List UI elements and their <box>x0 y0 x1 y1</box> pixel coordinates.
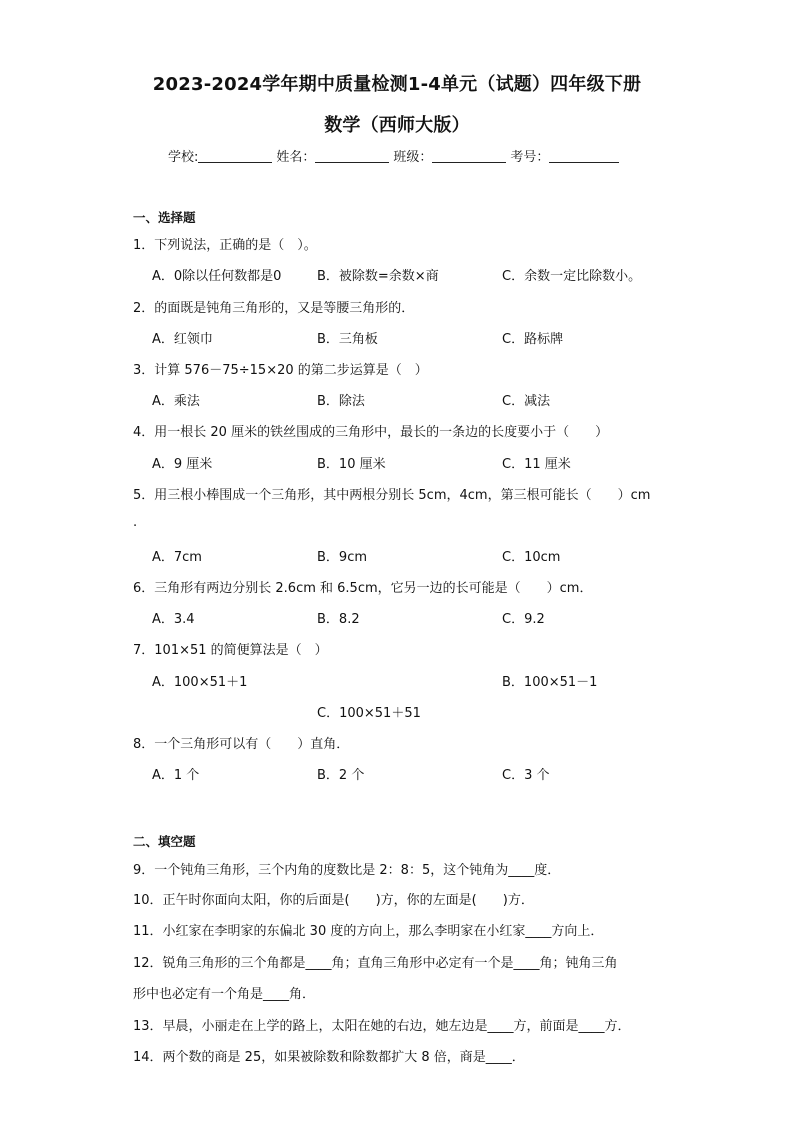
question-stem: 8．一个三角形可以有（ ）直角． <box>133 737 350 752</box>
section-choice-heading: 一、选择题 <box>133 210 196 225</box>
option-c[interactable]: C．11 厘米 <box>502 457 571 472</box>
class-blank[interactable] <box>432 148 506 163</box>
option-b[interactable]: B．8.2 <box>317 612 360 627</box>
option-c[interactable]: C．10cm <box>502 550 561 565</box>
option-a[interactable]: A．红领巾 <box>152 332 213 347</box>
fill-question: 13．早晨，小丽走在上学的路上，太阳在她的右边，她左边是____方，前面是____方． <box>133 1019 631 1034</box>
name-blank[interactable] <box>315 148 389 163</box>
option-c[interactable]: C．减法 <box>502 394 551 409</box>
question-stem-continued: . <box>133 515 138 530</box>
option-b[interactable]: B．9cm <box>317 550 368 565</box>
question-stem: 4．用一根长 20 厘米的铁丝围成的三角形中，最长的一条边的长度要小于（ ） <box>133 425 609 440</box>
question-stem: 1．下列说法，正确的是（ ）。 <box>133 238 317 253</box>
option-c[interactable]: C．9.2 <box>502 612 545 627</box>
option-b[interactable]: B．被除数=余数×商 <box>317 269 439 284</box>
option-a[interactable]: A．乘法 <box>152 394 200 409</box>
question-stem: 5．用三根小棒围成一个三角形，其中两根分别长 5cm，4cm，第三根可能长（ ）cm <box>133 488 651 503</box>
option-b[interactable]: B．10 厘米 <box>317 457 386 472</box>
student-info-line <box>168 146 623 165</box>
title-line-2: 数学（西师大版） <box>324 115 470 136</box>
option-b[interactable]: B．2 个 <box>317 768 365 783</box>
option-a[interactable]: A．100×51＋1 <box>152 675 248 690</box>
option-a[interactable]: A．9 厘米 <box>152 457 213 472</box>
exam-no-blank[interactable] <box>549 148 619 163</box>
name-label: 姓名： <box>276 150 316 165</box>
option-c[interactable]: C．路标牌 <box>502 332 564 347</box>
fill-question: 11．小红家在李明家的东偏北 30 度的方向上，那么李明家在小红家____方向上． <box>133 924 604 939</box>
option-b[interactable]: B．除法 <box>317 394 365 409</box>
question-stem: 7．101×51 的简便算法是（ ） <box>133 643 328 658</box>
option-a[interactable]: A．7cm <box>152 550 202 565</box>
school-label: 学校: <box>168 150 199 165</box>
school-blank[interactable] <box>198 148 272 163</box>
option-a[interactable]: A．0除以任何数都是0 <box>152 269 282 284</box>
question-stem: 2．的面既是钝角三角形的，又是等腰三角形的． <box>133 301 415 316</box>
title-line-1: 2023-2024学年期中质量检测1-4单元（试题）四年级下册 <box>152 74 642 95</box>
fill-question: 12．锐角三角形的三个角都是____角；直角三角形中必定有一个是____角；钝角三角 <box>133 956 618 971</box>
exam-no-label: 考号： <box>510 150 550 165</box>
option-a[interactable]: A．3.4 <box>152 612 195 627</box>
option-c[interactable]: C．3 个 <box>502 768 550 783</box>
fill-question: 14．两个数的商是 25，如果被除数和除数都扩大 8 倍，商是____． <box>133 1050 525 1065</box>
class-label: 班级： <box>393 150 433 165</box>
question-stem: 6．三角形有两边分别长 2.6cm 和 6.5cm，它另一边的长可能是（ ）cm． <box>133 581 593 596</box>
fill-question-continued: 形中也必定有一个角是____角． <box>133 987 316 1002</box>
option-b[interactable]: B．三角板 <box>317 332 378 347</box>
option-c[interactable]: C．100×51＋51 <box>317 706 421 721</box>
question-stem: 3．计算 576－75÷15×20 的第二步运算是（ ） <box>133 363 428 378</box>
fill-question: 10．正午时你面向太阳，你的后面是( )方，你的左面是( )方． <box>133 893 534 908</box>
section-fill-heading: 二、填空题 <box>133 834 196 849</box>
option-a[interactable]: A．1 个 <box>152 768 200 783</box>
option-b[interactable]: B．100×51－1 <box>502 675 598 690</box>
option-c[interactable]: C．余数一定比除数小。 <box>502 269 642 284</box>
fill-question: 9．一个钝角三角形，三个内角的度数比是 2：8：5，这个钝角为____度． <box>133 863 561 878</box>
